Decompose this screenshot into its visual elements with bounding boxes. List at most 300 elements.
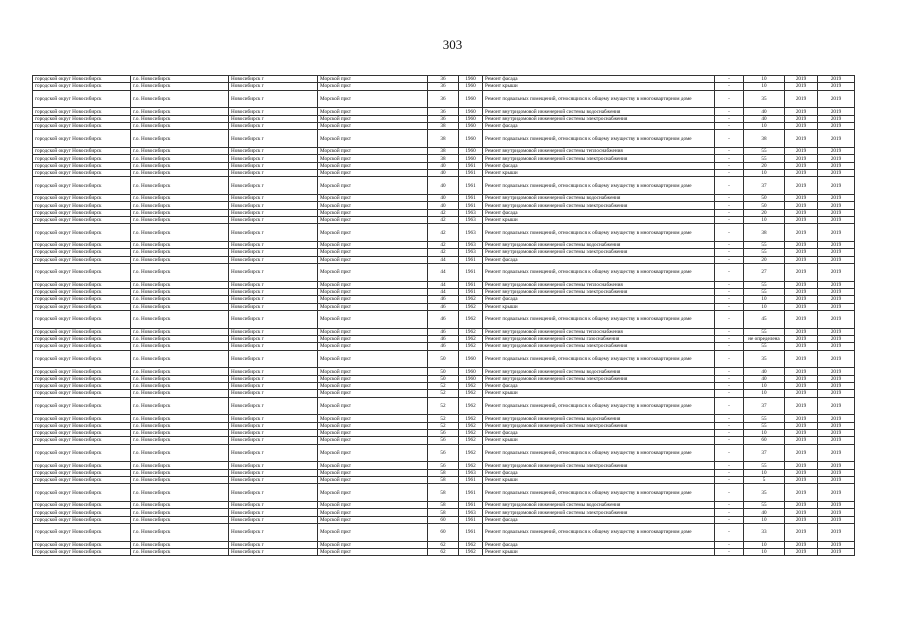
work-type-cell: Ремонт внутридомовой инженерной системы электроснабжения [483, 509, 715, 516]
mark-cell: - [715, 350, 744, 368]
year-end-cell: 2019 [818, 108, 855, 115]
settlement-cell: Новосибирск г [229, 541, 318, 548]
year-built-cell: 1963 [459, 216, 483, 223]
house-number-cell: 52 [428, 422, 459, 429]
mark-cell: - [715, 281, 744, 288]
table-row [33, 90, 855, 108]
year-end-cell: 2019 [818, 383, 855, 390]
year-end-cell: 2019 [818, 502, 855, 509]
cost-cell: 40 [744, 368, 785, 375]
settlement-cell: Новосибирск г [229, 177, 318, 195]
table-row [33, 429, 855, 436]
house-number-cell: 40 [428, 177, 459, 195]
mark-cell: - [715, 516, 744, 523]
street-cell: Морской пркт [318, 343, 428, 350]
city-cell: г.о. Новосибирск [131, 375, 229, 382]
year-built-cell: 1960 [459, 76, 483, 83]
street-cell: Морской пркт [318, 310, 428, 328]
cost-cell: 35 [744, 350, 785, 368]
mark-cell: - [715, 296, 744, 303]
city-cell: г.о. Новосибирск [131, 256, 229, 263]
table-row [33, 263, 855, 281]
mark-cell: - [715, 429, 744, 436]
cost-cell: 55 [744, 281, 785, 288]
street-cell: Морской пркт [318, 224, 428, 242]
table-row [33, 169, 855, 176]
district-cell: городской округ Новосибирск [33, 516, 131, 523]
settlement-cell: Новосибирск г [229, 462, 318, 469]
district-cell: городской округ Новосибирск [33, 437, 131, 444]
street-cell: Морской пркт [318, 162, 428, 169]
year-built-cell: 1962 [459, 415, 483, 422]
settlement-cell: Новосибирск г [229, 415, 318, 422]
year-end-cell: 2019 [818, 202, 855, 209]
district-cell: городской округ Новосибирск [33, 390, 131, 397]
street-cell: Морской пркт [318, 390, 428, 397]
work-type-cell: Ремонт внутридомовой инженерной системы электроснабжения [483, 202, 715, 209]
year-start-cell: 2019 [785, 256, 818, 263]
year-end-cell: 2019 [818, 523, 855, 541]
street-cell: Морской пркт [318, 415, 428, 422]
year-end-cell: 2019 [818, 162, 855, 169]
city-cell: г.о. Новосибирск [131, 155, 229, 162]
district-cell: городской округ Новосибирск [33, 256, 131, 263]
table-row [33, 162, 855, 169]
year-start-cell: 2019 [785, 202, 818, 209]
table-row [33, 415, 855, 422]
work-type-cell: Ремонт фасада [483, 256, 715, 263]
year-built-cell: 1962 [459, 429, 483, 436]
district-cell: городской округ Новосибирск [33, 383, 131, 390]
year-start-cell: 2019 [785, 296, 818, 303]
year-end-cell: 2019 [818, 216, 855, 223]
year-end-cell: 2019 [818, 549, 855, 556]
year-start-cell: 2019 [785, 155, 818, 162]
year-end-cell: 2019 [818, 177, 855, 195]
settlement-cell: Новосибирск г [229, 429, 318, 436]
work-type-cell: Ремонт подвальных помещений, относящихся к общему имуществу в многоквартирном доме [483, 350, 715, 368]
year-start-cell: 2019 [785, 375, 818, 382]
year-end-cell: 2019 [818, 368, 855, 375]
mark-cell: - [715, 383, 744, 390]
year-start-cell: 2019 [785, 90, 818, 108]
cost-cell: 50 [744, 202, 785, 209]
work-type-cell: Ремонт фасада [483, 469, 715, 476]
year-end-cell: 2019 [818, 130, 855, 148]
city-cell: г.о. Новосибирск [131, 444, 229, 462]
table-row [33, 328, 855, 335]
table-row [33, 462, 855, 469]
settlement-cell: Новосибирск г [229, 469, 318, 476]
house-number-cell: 42 [428, 209, 459, 216]
city-cell: г.о. Новосибирск [131, 415, 229, 422]
table-row [33, 343, 855, 350]
settlement-cell: Новосибирск г [229, 509, 318, 516]
year-built-cell: 1963 [459, 509, 483, 516]
cost-cell: 55 [744, 242, 785, 249]
cost-cell: 27 [744, 263, 785, 281]
street-cell: Морской пркт [318, 541, 428, 548]
house-number-cell: 36 [428, 76, 459, 83]
year-built-cell: 1961 [459, 523, 483, 541]
street-cell: Морской пркт [318, 303, 428, 310]
cost-cell: 10 [744, 216, 785, 223]
table-row [33, 76, 855, 83]
year-built-cell: 1962 [459, 336, 483, 343]
street-cell: Морской пркт [318, 263, 428, 281]
city-cell: г.о. Новосибирск [131, 209, 229, 216]
year-start-cell: 2019 [785, 476, 818, 483]
year-built-cell: 1962 [459, 343, 483, 350]
street-cell: Морской пркт [318, 429, 428, 436]
settlement-cell: Новосибирск г [229, 263, 318, 281]
repair-register-table [32, 75, 855, 556]
street-cell: Морской пркт [318, 108, 428, 115]
cost-cell: 20 [744, 209, 785, 216]
city-cell: г.о. Новосибирск [131, 469, 229, 476]
year-end-cell: 2019 [818, 169, 855, 176]
street-cell: Морской пркт [318, 469, 428, 476]
mark-cell: - [715, 415, 744, 422]
table-row [33, 303, 855, 310]
settlement-cell: Новосибирск г [229, 523, 318, 541]
year-end-cell: 2019 [818, 115, 855, 122]
district-cell: городской округ Новосибирск [33, 202, 131, 209]
year-start-cell: 2019 [785, 350, 818, 368]
house-number-cell: 44 [428, 289, 459, 296]
year-built-cell: 1961 [459, 502, 483, 509]
year-end-cell: 2019 [818, 83, 855, 90]
district-cell: городской округ Новосибирск [33, 148, 131, 155]
settlement-cell: Новосибирск г [229, 516, 318, 523]
year-end-cell: 2019 [818, 328, 855, 335]
district-cell: городской округ Новосибирск [33, 216, 131, 223]
mark-cell: - [715, 289, 744, 296]
settlement-cell: Новосибирск г [229, 310, 318, 328]
mark-cell: - [715, 108, 744, 115]
table-row [33, 516, 855, 523]
work-type-cell: Ремонт внутридомовой инженерной системы водоснабжения [483, 108, 715, 115]
table-row [33, 549, 855, 556]
year-end-cell: 2019 [818, 310, 855, 328]
year-built-cell: 1962 [459, 310, 483, 328]
city-cell: г.о. Новосибирск [131, 336, 229, 343]
year-end-cell: 2019 [818, 462, 855, 469]
mark-cell: - [715, 122, 744, 129]
cost-cell: 20 [744, 256, 785, 263]
year-start-cell: 2019 [785, 122, 818, 129]
house-number-cell: 46 [428, 343, 459, 350]
street-cell: Морской пркт [318, 202, 428, 209]
city-cell: г.о. Новосибирск [131, 281, 229, 288]
settlement-cell: Новосибирск г [229, 289, 318, 296]
mark-cell: - [715, 83, 744, 90]
city-cell: г.о. Новосибирск [131, 177, 229, 195]
year-start-cell: 2019 [785, 549, 818, 556]
city-cell: г.о. Новосибирск [131, 397, 229, 415]
work-type-cell: Ремонт внутридомовой инженерной системы водоснабжения [483, 502, 715, 509]
year-end-cell: 2019 [818, 422, 855, 429]
year-start-cell: 2019 [785, 437, 818, 444]
year-start-cell: 2019 [785, 516, 818, 523]
district-cell: городской округ Новосибирск [33, 375, 131, 382]
street-cell: Морской пркт [318, 523, 428, 541]
mark-cell: - [715, 336, 744, 343]
settlement-cell: Новосибирск г [229, 484, 318, 502]
year-end-cell: 2019 [818, 516, 855, 523]
year-built-cell: 1962 [459, 397, 483, 415]
settlement-cell: Новосибирск г [229, 115, 318, 122]
settlement-cell: Новосибирск г [229, 343, 318, 350]
house-number-cell: 46 [428, 328, 459, 335]
year-start-cell: 2019 [785, 83, 818, 90]
city-cell: г.о. Новосибирск [131, 390, 229, 397]
year-built-cell: 1962 [459, 437, 483, 444]
street-cell: Морской пркт [318, 509, 428, 516]
table-row [33, 368, 855, 375]
street-cell: Морской пркт [318, 383, 428, 390]
district-cell: городской округ Новосибирск [33, 169, 131, 176]
year-built-cell: 1960 [459, 90, 483, 108]
city-cell: г.о. Новосибирск [131, 130, 229, 148]
work-type-cell: Ремонт фасада [483, 516, 715, 523]
cost-cell: 10 [744, 469, 785, 476]
work-type-cell: Ремонт крыши [483, 476, 715, 483]
work-type-cell: Ремонт подвальных помещений, относящихся к общему имуществу в многоквартирном доме [483, 177, 715, 195]
settlement-cell: Новосибирск г [229, 83, 318, 90]
year-end-cell: 2019 [818, 509, 855, 516]
district-cell: городской округ Новосибирск [33, 195, 131, 202]
work-type-cell: Ремонт внутридомовой инженерной системы водоснабжения [483, 368, 715, 375]
mark-cell: - [715, 115, 744, 122]
street-cell: Морской пркт [318, 375, 428, 382]
year-built-cell: 1961 [459, 162, 483, 169]
table-row [33, 523, 855, 541]
year-built-cell: 1962 [459, 303, 483, 310]
table-row [33, 209, 855, 216]
district-cell: городской округ Новосибирск [33, 541, 131, 548]
mark-cell: - [715, 484, 744, 502]
house-number-cell: 50 [428, 350, 459, 368]
cost-cell: 55 [744, 249, 785, 256]
district-cell: городской округ Новосибирск [33, 83, 131, 90]
district-cell: городской округ Новосибирск [33, 429, 131, 436]
house-number-cell: 56 [428, 429, 459, 436]
year-end-cell: 2019 [818, 76, 855, 83]
work-type-cell: Ремонт внутридомовой инженерной системы теплоснабжения [483, 328, 715, 335]
settlement-cell: Новосибирск г [229, 375, 318, 382]
district-cell: городской округ Новосибирск [33, 502, 131, 509]
settlement-cell: Новосибирск г [229, 476, 318, 483]
district-cell: городской округ Новосибирск [33, 155, 131, 162]
year-start-cell: 2019 [785, 263, 818, 281]
district-cell: городской округ Новосибирск [33, 76, 131, 83]
city-cell: г.о. Новосибирск [131, 523, 229, 541]
year-start-cell: 2019 [785, 462, 818, 469]
cost-cell: 10 [744, 296, 785, 303]
street-cell: Морской пркт [318, 336, 428, 343]
table-row [33, 541, 855, 548]
mark-cell: - [715, 90, 744, 108]
district-cell: городской округ Новосибирск [33, 523, 131, 541]
year-built-cell: 1961 [459, 202, 483, 209]
house-number-cell: 52 [428, 383, 459, 390]
year-built-cell: 1962 [459, 296, 483, 303]
table-row [33, 484, 855, 502]
table-row [33, 281, 855, 288]
street-cell: Морской пркт [318, 296, 428, 303]
year-built-cell: 1962 [459, 390, 483, 397]
settlement-cell: Новосибирск г [229, 336, 318, 343]
district-cell: городской округ Новосибирск [33, 296, 131, 303]
table-row [33, 502, 855, 509]
year-start-cell: 2019 [785, 390, 818, 397]
year-built-cell: 1962 [459, 328, 483, 335]
year-start-cell: 2019 [785, 328, 818, 335]
district-cell: городской округ Новосибирск [33, 209, 131, 216]
year-built-cell: 1962 [459, 422, 483, 429]
house-number-cell: 44 [428, 263, 459, 281]
house-number-cell: 36 [428, 83, 459, 90]
table-row [33, 437, 855, 444]
year-end-cell: 2019 [818, 390, 855, 397]
city-cell: г.о. Новосибирск [131, 368, 229, 375]
table-row [33, 177, 855, 195]
register-body [33, 76, 855, 556]
cost-cell: 37 [744, 444, 785, 462]
settlement-cell: Новосибирск г [229, 242, 318, 249]
year-built-cell: 1960 [459, 130, 483, 148]
settlement-cell: Новосибирск г [229, 169, 318, 176]
year-end-cell: 2019 [818, 429, 855, 436]
settlement-cell: Новосибирск г [229, 502, 318, 509]
settlement-cell: Новосибирск г [229, 108, 318, 115]
table-row [33, 375, 855, 382]
table-row [33, 130, 855, 148]
table-row [33, 155, 855, 162]
settlement-cell: Новосибирск г [229, 397, 318, 415]
year-built-cell: 1961 [459, 289, 483, 296]
work-type-cell: Ремонт подвальных помещений, относящихся к общему имуществу в многоквартирном доме [483, 263, 715, 281]
city-cell: г.о. Новосибирск [131, 422, 229, 429]
street-cell: Морской пркт [318, 549, 428, 556]
city-cell: г.о. Новосибирск [131, 462, 229, 469]
year-start-cell: 2019 [785, 281, 818, 288]
cost-cell: 10 [744, 390, 785, 397]
mark-cell: - [715, 224, 744, 242]
house-number-cell: 42 [428, 216, 459, 223]
city-cell: г.о. Новосибирск [131, 437, 229, 444]
table-row [33, 444, 855, 462]
year-built-cell: 1961 [459, 476, 483, 483]
work-type-cell: Ремонт крыши [483, 390, 715, 397]
work-type-cell: Ремонт внутридомовой инженерной системы водоснабжения [483, 195, 715, 202]
street-cell: Морской пркт [318, 177, 428, 195]
year-built-cell: 1960 [459, 155, 483, 162]
year-built-cell: 1962 [459, 549, 483, 556]
house-number-cell: 38 [428, 122, 459, 129]
year-start-cell: 2019 [785, 336, 818, 343]
mark-cell: - [715, 462, 744, 469]
city-cell: г.о. Новосибирск [131, 162, 229, 169]
mark-cell: - [715, 502, 744, 509]
work-type-cell: Ремонт подвальных помещений, относящихся к общему имуществу в многоквартирном доме [483, 310, 715, 328]
house-number-cell: 40 [428, 202, 459, 209]
year-end-cell: 2019 [818, 195, 855, 202]
cost-cell: 40 [744, 108, 785, 115]
year-built-cell: 1960 [459, 108, 483, 115]
house-number-cell: 44 [428, 281, 459, 288]
year-start-cell: 2019 [785, 242, 818, 249]
cost-cell: 40 [744, 115, 785, 122]
cost-cell: 55 [744, 422, 785, 429]
year-start-cell: 2019 [785, 422, 818, 429]
street-cell: Морской пркт [318, 328, 428, 335]
house-number-cell: 50 [428, 368, 459, 375]
district-cell: городской округ Новосибирск [33, 249, 131, 256]
year-end-cell: 2019 [818, 256, 855, 263]
district-cell: городской округ Новосибирск [33, 484, 131, 502]
street-cell: Морской пркт [318, 122, 428, 129]
year-end-cell: 2019 [818, 397, 855, 415]
house-number-cell: 42 [428, 249, 459, 256]
street-cell: Морской пркт [318, 476, 428, 483]
settlement-cell: Новосибирск г [229, 195, 318, 202]
work-type-cell: Ремонт подвальных помещений, относящихся к общему имуществу в многоквартирном доме [483, 224, 715, 242]
cost-cell: 10 [744, 169, 785, 176]
year-built-cell: 1961 [459, 169, 483, 176]
year-end-cell: 2019 [818, 375, 855, 382]
district-cell: городской округ Новосибирск [33, 336, 131, 343]
table-row [33, 195, 855, 202]
year-built-cell: 1963 [459, 249, 483, 256]
settlement-cell: Новосибирск г [229, 549, 318, 556]
street-cell: Морской пркт [318, 484, 428, 502]
mark-cell: - [715, 509, 744, 516]
work-type-cell: Ремонт внутридомовой инженерной системы теплоснабжения [483, 281, 715, 288]
table-row [33, 336, 855, 343]
year-start-cell: 2019 [785, 76, 818, 83]
mark-cell: - [715, 469, 744, 476]
cost-cell: 10 [744, 549, 785, 556]
house-number-cell: 56 [428, 437, 459, 444]
house-number-cell: 38 [428, 130, 459, 148]
work-type-cell: Ремонт крыши [483, 549, 715, 556]
cost-cell: 50 [744, 195, 785, 202]
cost-cell: 10 [744, 76, 785, 83]
cost-cell: 10 [744, 429, 785, 436]
table-row [33, 397, 855, 415]
cost-cell: 55 [744, 289, 785, 296]
year-end-cell: 2019 [818, 289, 855, 296]
cost-cell: 37 [744, 397, 785, 415]
house-number-cell: 60 [428, 516, 459, 523]
year-start-cell: 2019 [785, 541, 818, 548]
year-built-cell: 1961 [459, 516, 483, 523]
house-number-cell: 50 [428, 375, 459, 382]
house-number-cell: 46 [428, 296, 459, 303]
street-cell: Морской пркт [318, 422, 428, 429]
street-cell: Морской пркт [318, 216, 428, 223]
year-end-cell: 2019 [818, 476, 855, 483]
year-built-cell: 1961 [459, 256, 483, 263]
table-row [33, 249, 855, 256]
mark-cell: - [715, 444, 744, 462]
year-end-cell: 2019 [818, 148, 855, 155]
city-cell: г.о. Новосибирск [131, 76, 229, 83]
city-cell: г.о. Новосибирск [131, 502, 229, 509]
city-cell: г.о. Новосибирск [131, 216, 229, 223]
